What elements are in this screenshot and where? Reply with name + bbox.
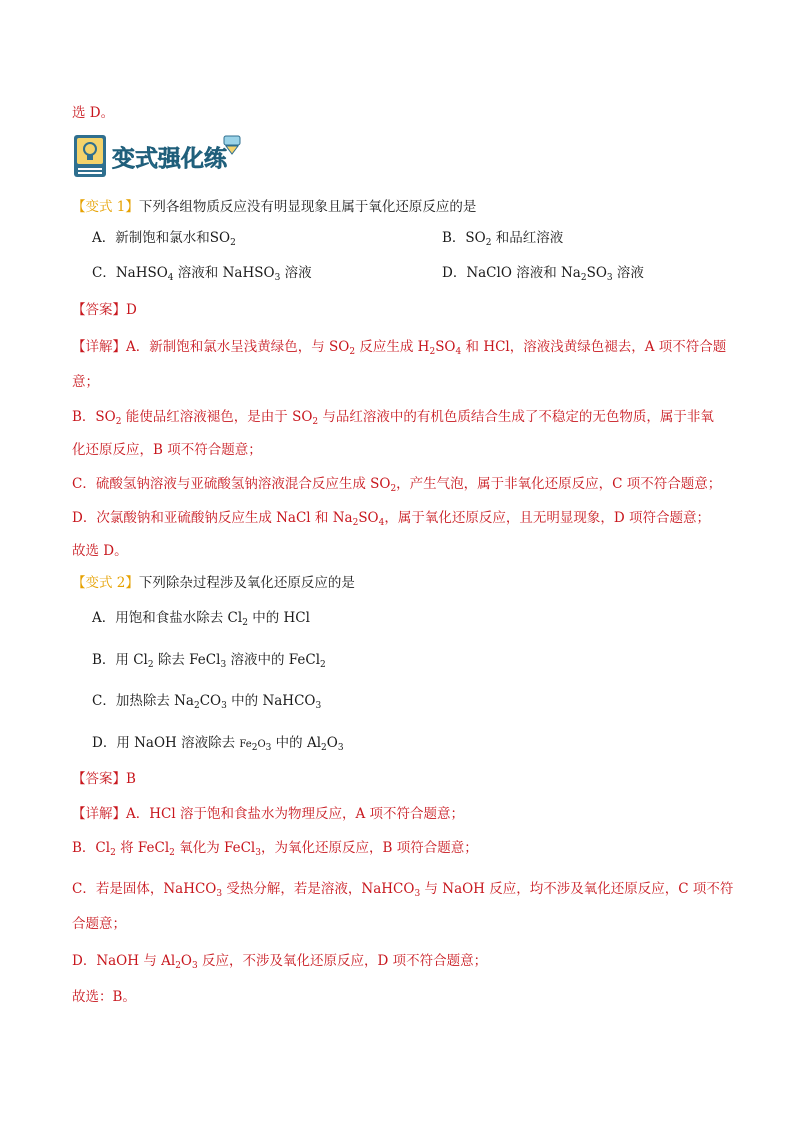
variant1-options-ab: [92, 228, 734, 248]
variant2-explanation-b: B．$Cl_2$ 将 FeCl$_2$ 氧化为 FeCl$_3$，为氧化还原反应，B 项符合题意；: [72, 840, 478, 858]
banner-title: 变式强化练: [112, 146, 227, 172]
variant1-explanation-a: 【详解】A．新制饱和氯水呈浅黄绿色，与 $SO_2$ 反应生成 $H_2SO_4$ 和 HCl，溶液浅黄绿色褪去，A 项不符合题: [72, 339, 727, 357]
variant2-conclusion: 故选：B。: [72, 989, 136, 1005]
v2-option-d: D．用 NaOH 溶液除去 $Fe_2O_3$ 中的 $Al_2O_3$: [92, 735, 344, 753]
v2-option-b: B．用 $Cl_2$ 除去 FeCl$_3$ 溶液中的 FeCl$_2$: [92, 652, 326, 670]
prev-conclusion: 选 D。: [72, 105, 115, 121]
v2-option-c: C．加热除去 $Na_2CO_3$ 中的 NaHCO$_3$: [92, 693, 322, 711]
variant1-explanation-b-cont: 化还原反应，B 项不符合题意；: [72, 442, 262, 458]
variant1-conclusion: 故选 D。: [72, 543, 128, 559]
variant2-explanation-c: C．若是固体，NaHCO$_3$ 受热分解，若是溶液，NaHCO$_3$ 与 NaOH 反应，均不涉及氧化还原反应，C 项不符: [72, 881, 734, 899]
variant1-question: 【变式 1】下列各组物质反应没有明显现象且属于氧化还原反应的是: [72, 199, 477, 215]
variant2-answer: 【答案】B: [72, 771, 136, 787]
v2-option-a: A．用饱和食盐水除去 $Cl_2$ 中的 HCl: [92, 610, 310, 628]
v1-option-c: C．NaHSO$_4$ 溶液和 NaHSO$_3$ 溶液: [92, 265, 312, 283]
variant1-explanation-c: C．硫酸氢钠溶液与亚硫酸氢钠溶液混合反应生成 $SO_2$，产生气泡，属于非氧化还原反应，C 项不符合题意；: [72, 476, 722, 494]
section-banner: [72, 132, 244, 182]
v1-option-d: D．NaClO 溶液和 $Na_2SO_3$ 溶液: [442, 265, 644, 283]
variant2-explanation-d: D．NaOH 与 $Al_2O_3$ 反应，不涉及氧化还原反应，D 项不符合题意；: [72, 953, 488, 971]
variant1-explanation-d: D．次氯酸钠和亚硫酸钠反应生成 NaCl 和 $Na_2SO_4$，属于氧化还原反应，且无明显现象，D 项符合题意；: [72, 510, 710, 528]
book-icon: [74, 135, 106, 177]
variant2-explanation-a: 【详解】A．HCl 溶于饱和食盐水为物理反应，A 项不符合题意；: [72, 806, 465, 822]
variant2-question: 【变式 2】下列除杂过程涉及氧化还原反应的是: [72, 575, 355, 591]
variant1-answer: 【答案】D: [72, 302, 137, 318]
variant1-explanation-a-cont: 意；: [72, 374, 99, 390]
variant1-explanation-b: B．$SO_2$ 能使品红溶液褪色，是由于 $SO_2$ 与品红溶液中的有机色质结合生成了不稳定的无色物质，属于非氧: [72, 409, 714, 427]
v1-option-a: A．新制饱和氯水和$SO_2$: [92, 230, 236, 248]
variant2-explanation-c-cont: 合题意；: [72, 916, 126, 932]
variant1-options-cd: [92, 263, 734, 283]
v1-option-b: B．$SO_2$ 和品红溶液: [442, 230, 564, 248]
